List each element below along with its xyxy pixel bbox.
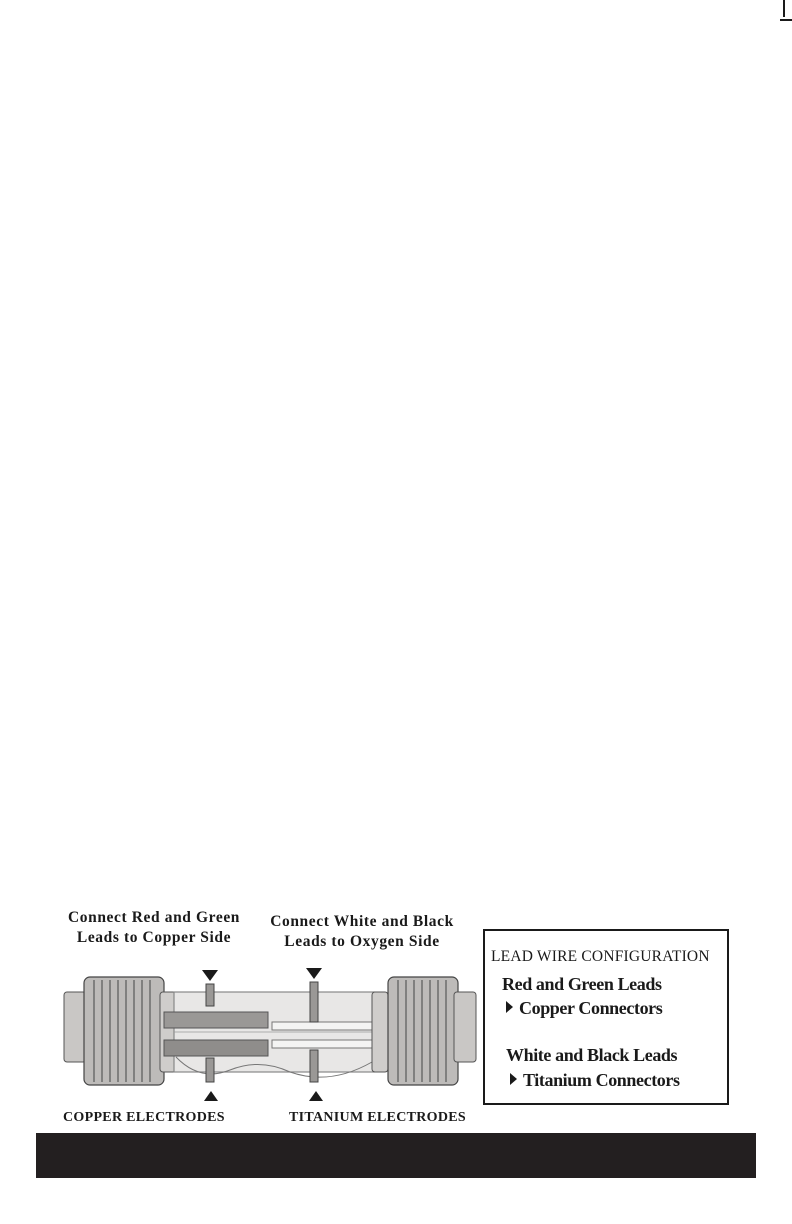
- cell-tube: [174, 992, 374, 1077]
- lead-wire-configuration-box: [483, 929, 729, 1105]
- caption-copper-side: Connect Red and Green Leads to Copper Side: [67, 909, 241, 946]
- footer-band: [36, 1133, 756, 1178]
- triangle-bullet-icon: [506, 1001, 513, 1013]
- arrow-up-titanium: [309, 1091, 323, 1101]
- crop-mark-horizontal: [780, 19, 792, 21]
- electrode-cell-diagram: [60, 962, 480, 1104]
- left-union-fitting: [64, 977, 176, 1085]
- arrow-down-copper: [202, 970, 218, 981]
- copper-connectors: Copper Connectors: [519, 998, 663, 1018]
- caption-oxygen-side: Connect White and Black Leads to Oxygen Side: [270, 913, 454, 950]
- right-union-fitting: [372, 977, 476, 1085]
- arrow-down-titanium: [306, 968, 322, 979]
- arrow-up-copper: [204, 1091, 218, 1101]
- white-black-leads: White and Black Leads: [506, 1045, 678, 1065]
- titanium-connectors-line: [510, 1070, 680, 1091]
- copper-connectors-line: [506, 998, 662, 1019]
- label-titanium-electrodes: TITANIUM ELECTRODES: [289, 1110, 466, 1125]
- config-title: LEAD WIRE CONFIGURATION: [491, 948, 710, 965]
- red-green-leads: Red and Green Leads: [502, 974, 662, 994]
- titanium-connectors: Titanium Connectors: [523, 1070, 680, 1090]
- crop-mark-vertical: [783, 0, 785, 17]
- label-copper-electrodes: COPPER ELECTRODES: [63, 1110, 225, 1125]
- triangle-bullet-icon: [510, 1073, 517, 1085]
